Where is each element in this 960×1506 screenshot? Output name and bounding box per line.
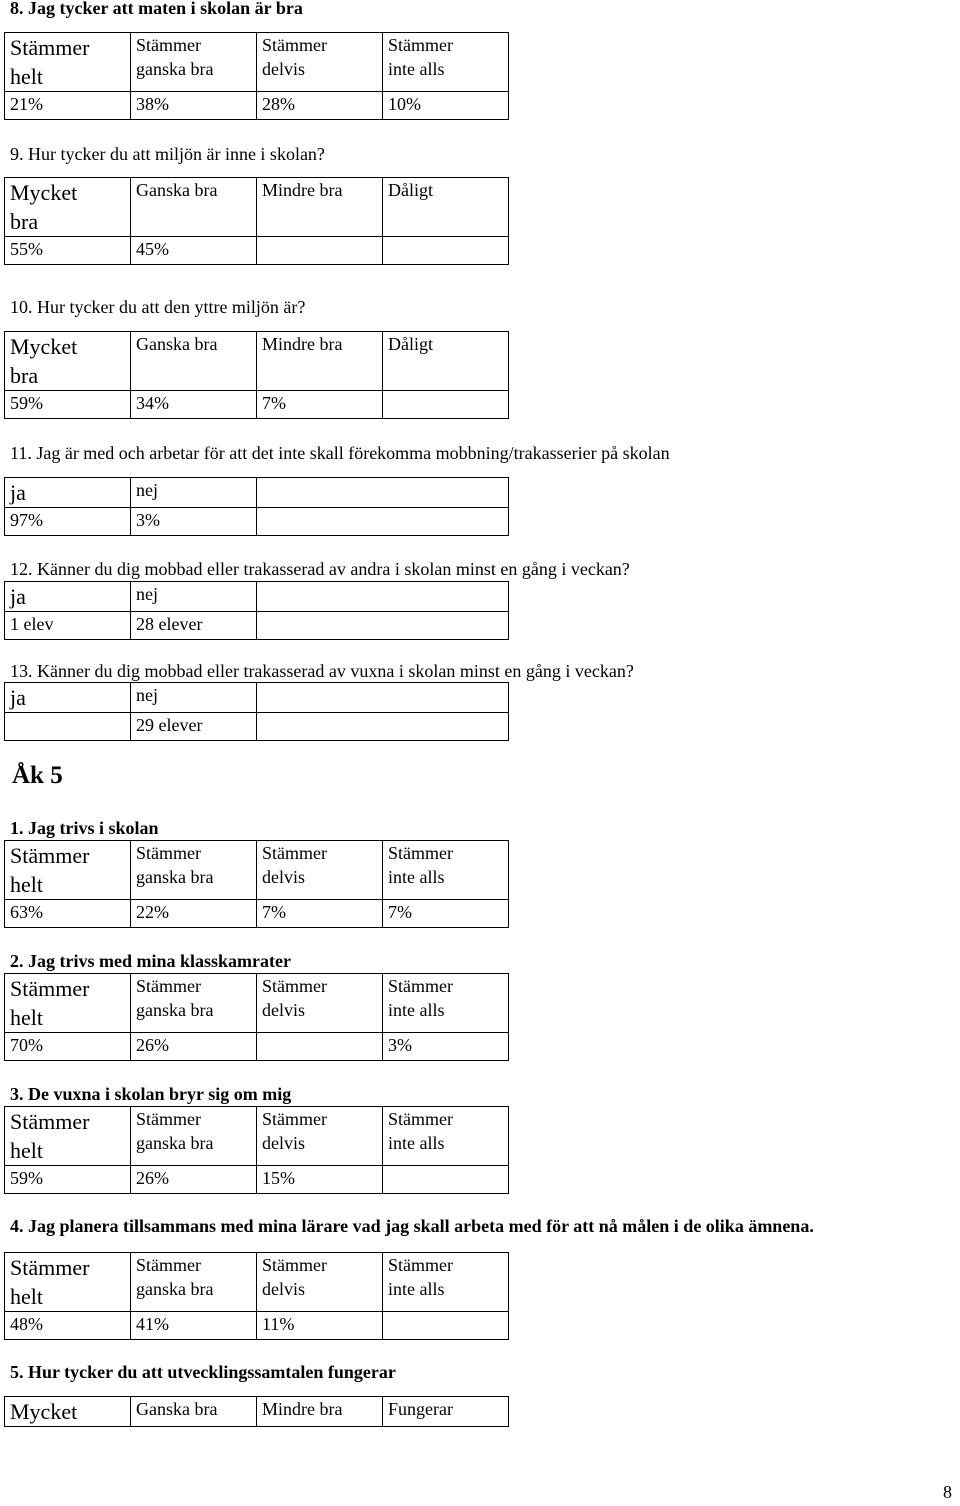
table-value-row — [5, 1033, 509, 1061]
question-11-table — [4, 477, 509, 536]
header-cell: Stämmer inte alls — [383, 33, 509, 92]
header-cell: Stämmer ganska bra — [131, 1253, 257, 1312]
table-header-row — [5, 841, 509, 900]
header-cell: Stämmer helt — [5, 1253, 131, 1312]
empty-cell — [257, 612, 509, 640]
value-cell — [383, 391, 509, 419]
value-cell: 1 elev — [5, 612, 131, 640]
table-header-row — [5, 1397, 509, 1427]
header-cell: Mindre bra — [257, 1397, 383, 1427]
question-9-title: 9. Hur tycker du att miljön är inne i skolan? — [10, 144, 325, 164]
header-cell: Dåligt — [383, 178, 509, 237]
header-cell: Stämmer inte alls — [383, 974, 509, 1033]
header-cell: Stämmer inte alls — [383, 1107, 509, 1166]
header-cell: Fungerar — [383, 1397, 509, 1427]
question-12-title: 12. Känner du dig mobbad eller trakasserad av andra i skolan minst en gång i veckan? — [10, 559, 630, 579]
header-cell: Stämmer helt — [5, 33, 131, 92]
table-value-row — [5, 237, 509, 265]
question-8-title: 8. Jag tycker att maten i skolan är bra — [10, 0, 303, 18]
empty-cell — [257, 508, 509, 536]
question-a1-title: 1. Jag trivs i skolan — [10, 818, 159, 838]
header-cell: Mycket — [5, 1397, 131, 1427]
value-cell: 15% — [257, 1166, 383, 1194]
header-cell: ja — [5, 683, 131, 713]
table-header-row — [5, 582, 509, 612]
header-cell: ja — [5, 478, 131, 508]
table-value-row — [5, 391, 509, 419]
value-cell: 10% — [383, 92, 509, 120]
header-cell: Stämmer delvis — [257, 1253, 383, 1312]
table-header-row — [5, 332, 509, 391]
question-13-title: 13. Känner du dig mobbad eller trakasserad av vuxna i skolan minst en gång i veckan? — [10, 661, 634, 681]
value-cell — [383, 237, 509, 265]
header-cell: Stämmer delvis — [257, 33, 383, 92]
header-cell: Mycket bra — [5, 178, 131, 237]
value-cell: 22% — [131, 900, 257, 928]
header-cell: Mycket bra — [5, 332, 131, 391]
value-cell: 3% — [131, 508, 257, 536]
value-cell: 26% — [131, 1033, 257, 1061]
value-cell: 38% — [131, 92, 257, 120]
header-cell: Stämmer inte alls — [383, 841, 509, 900]
header-cell: Stämmer helt — [5, 1107, 131, 1166]
value-cell: 41% — [131, 1312, 257, 1340]
value-cell: 63% — [5, 900, 131, 928]
question-a5-table — [4, 1396, 509, 1427]
table-value-row — [5, 508, 509, 536]
header-cell: Ganska bra — [131, 178, 257, 237]
empty-cell — [257, 582, 509, 612]
header-cell: Mindre bra — [257, 178, 383, 237]
section-heading: Åk 5 — [12, 762, 63, 789]
header-cell: nej — [131, 582, 257, 612]
value-cell — [5, 713, 131, 741]
table-value-row — [5, 612, 509, 640]
table-header-row — [5, 1253, 509, 1312]
question-12-table — [4, 581, 509, 640]
table-header-row — [5, 1107, 509, 1166]
header-cell: Mindre bra — [257, 332, 383, 391]
header-cell: nej — [131, 478, 257, 508]
question-a2-title: 2. Jag trivs med mina klasskamrater — [10, 951, 291, 971]
question-10-table — [4, 331, 509, 419]
header-cell: Stämmer helt — [5, 841, 131, 900]
question-10-title: 10. Hur tycker du att den yttre miljön är? — [10, 297, 306, 317]
header-cell: Stämmer delvis — [257, 1107, 383, 1166]
header-cell: Dåligt — [383, 332, 509, 391]
header-cell: Stämmer ganska bra — [131, 33, 257, 92]
header-cell: Stämmer ganska bra — [131, 841, 257, 900]
value-cell: 7% — [257, 391, 383, 419]
question-13-table — [4, 682, 509, 741]
value-cell: 7% — [257, 900, 383, 928]
value-cell: 29 elever — [131, 713, 257, 741]
header-cell: Stämmer delvis — [257, 841, 383, 900]
value-cell: 21% — [5, 92, 131, 120]
value-cell — [383, 1312, 509, 1340]
table-header-row — [5, 974, 509, 1033]
header-cell: nej — [131, 683, 257, 713]
question-11-title: 11. Jag är med och arbetar för att det inte skall förekomma mobbning/trakasserier på skolan — [10, 443, 670, 463]
question-9-table — [4, 177, 509, 265]
value-cell: 59% — [5, 1166, 131, 1194]
value-cell: 48% — [5, 1312, 131, 1340]
value-cell: 59% — [5, 391, 131, 419]
question-a5-title: 5. Hur tycker du att utvecklingssamtalen fungerar — [10, 1362, 396, 1382]
table-header-row — [5, 683, 509, 713]
table-value-row — [5, 92, 509, 120]
value-cell: 26% — [131, 1166, 257, 1194]
value-cell: 11% — [257, 1312, 383, 1340]
table-header-row — [5, 178, 509, 237]
table-value-row — [5, 900, 509, 928]
question-a4-table — [4, 1252, 509, 1340]
header-cell: Stämmer inte alls — [383, 1253, 509, 1312]
value-cell — [383, 1166, 509, 1194]
empty-cell — [257, 683, 509, 713]
value-cell: 28% — [257, 92, 383, 120]
value-cell: 28 elever — [131, 612, 257, 640]
header-cell: Ganska bra — [131, 1397, 257, 1427]
question-8-table — [4, 32, 509, 120]
question-a4-title: 4. Jag planera tillsammans med mina lärare vad jag skall arbeta med för att nå målen i de olika ämnena. — [10, 1216, 814, 1236]
question-a3-table — [4, 1106, 509, 1194]
table-header-row — [5, 478, 509, 508]
page-number: 8 — [943, 1482, 952, 1502]
table-value-row — [5, 1166, 509, 1194]
value-cell: 3% — [383, 1033, 509, 1061]
value-cell — [257, 237, 383, 265]
question-a3-title: 3. De vuxna i skolan bryr sig om mig — [10, 1084, 292, 1104]
header-cell: Ganska bra — [131, 332, 257, 391]
value-cell: 45% — [131, 237, 257, 265]
table-header-row — [5, 33, 509, 92]
header-cell: ja — [5, 582, 131, 612]
value-cell — [257, 1033, 383, 1061]
value-cell: 97% — [5, 508, 131, 536]
table-value-row — [5, 1312, 509, 1340]
table-value-row — [5, 713, 509, 741]
header-cell: Stämmer helt — [5, 974, 131, 1033]
empty-cell — [257, 713, 509, 741]
value-cell: 70% — [5, 1033, 131, 1061]
value-cell: 7% — [383, 900, 509, 928]
value-cell: 34% — [131, 391, 257, 419]
header-cell: Stämmer ganska bra — [131, 1107, 257, 1166]
header-cell: Stämmer delvis — [257, 974, 383, 1033]
value-cell: 55% — [5, 237, 131, 265]
header-cell: Stämmer ganska bra — [131, 974, 257, 1033]
question-a1-table — [4, 840, 509, 928]
empty-cell — [257, 478, 509, 508]
question-a2-table — [4, 973, 509, 1061]
